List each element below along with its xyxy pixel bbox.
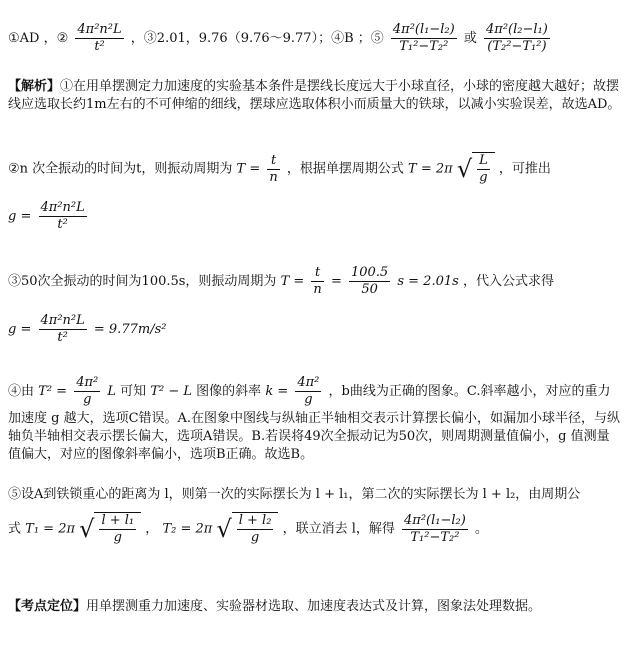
p4-k-fraction — [295, 375, 321, 408]
sqrt-fraction — [99, 513, 136, 546]
frac-num: 4π²n²L — [40, 313, 85, 328]
p4-T2: T² = — [38, 384, 68, 399]
p2-g-fraction — [39, 200, 87, 233]
p2-fraction — [267, 153, 279, 186]
p5-sqrt-1 — [79, 512, 141, 546]
p5-T1: T₁ = 2π — [25, 521, 76, 537]
p3-g-formula — [8, 313, 166, 346]
p2-sqrt — [457, 152, 495, 186]
frac-den: g — [83, 392, 92, 407]
frac-den: (T₂²−T₁²) — [487, 39, 547, 54]
p4-graph: T² − L — [150, 384, 193, 399]
frac-den: g — [250, 530, 260, 545]
frac-den: t² — [94, 39, 105, 54]
p3-g-fraction — [39, 313, 87, 346]
answer-part-1: ①AD ，② — [8, 31, 69, 46]
frac-num: t — [311, 265, 323, 282]
frac-num: 4π²n²L — [77, 22, 122, 37]
p5-text-a: ⑤设A到铁锁重心的距离为 l，则第一次的实际摆长为 l + l₁，第二次的实际摆长为 l + l₂，由周期公 — [8, 487, 581, 502]
analysis-paragraph-4b — [8, 410, 622, 464]
exam-point-text: 用单摆测重力加速度、实验器材选取、加速度表达式及计算，图象法处理数据。 — [86, 599, 542, 614]
frac-den: g — [304, 392, 313, 407]
sqrt-sign: √ — [456, 155, 473, 183]
analysis-paragraph-3 — [8, 265, 554, 298]
answer-or: 或 — [463, 31, 477, 46]
frac-num: L — [479, 153, 488, 168]
p4-k: k = — [265, 384, 289, 399]
frac-den: g — [113, 530, 122, 545]
frac-num: 100.5 — [350, 265, 389, 280]
p2-text-c: ，可推出 — [498, 161, 551, 177]
p5-end: 。 — [474, 521, 488, 537]
p3-text-a: ③50次全振动的时间为100.5s，则振动周期为 — [8, 274, 277, 289]
analysis-paragraph-2 — [8, 152, 551, 186]
analysis-paragraph-1 — [8, 78, 622, 114]
answer-fraction-g — [75, 22, 123, 55]
p5-text-b: 式 — [8, 521, 22, 537]
p2-formula: T = 2π — [408, 161, 453, 177]
exam-point-tag: 【考点定位】 — [8, 599, 87, 614]
frac-num: 4π² — [297, 375, 320, 390]
frac-den: t² — [57, 330, 68, 345]
frac-den: T₁²−T₂² — [399, 39, 449, 54]
frac-den: n — [269, 169, 278, 185]
answer-part-3: ，③2.01，9.76（9.76～9.77）；④B ；⑤ — [130, 31, 384, 46]
answer-fraction-5b — [484, 22, 550, 55]
frac-den: 50 — [361, 282, 378, 297]
p3-eq: = — [330, 274, 342, 289]
frac-den: n — [313, 282, 322, 297]
frac-num: t — [267, 153, 279, 170]
p2-g-formula — [8, 200, 90, 233]
p4-text-d: ，b曲线为正确的图象。C.斜率越小，对应的重力 — [328, 384, 611, 399]
p5-fraction — [402, 513, 468, 546]
p2-text-a: ②n 次全振动的时间为t，则振动周期为 — [8, 161, 233, 177]
p5-comma: ， — [145, 521, 159, 537]
frac-num: l + l₁ — [101, 513, 135, 528]
p4-text-b: 可知 — [120, 384, 147, 399]
exam-point — [8, 598, 541, 616]
analysis-paragraph-4 — [8, 375, 610, 408]
p3-T: T = — [280, 274, 305, 289]
p5-text-c: ，联立消去 l，解得 — [282, 521, 395, 537]
p5-T2: T₂ = 2π — [162, 521, 213, 537]
p2-g: g = — [8, 209, 32, 224]
analysis-paragraph-5 — [8, 486, 580, 504]
sqrt-fraction — [477, 153, 490, 186]
frac-num: 4π²(l₁−l₂) — [404, 512, 466, 528]
p4-L: L — [107, 384, 117, 399]
p4-text-a: ④由 — [8, 384, 35, 399]
p2-text-b: ，根据单摆周期公式 — [286, 161, 404, 177]
frac-num: l + l₂ — [238, 513, 272, 528]
p3-g: g = — [8, 322, 32, 337]
answer-line — [8, 22, 553, 55]
sqrt-fraction — [237, 513, 274, 546]
p2-T: T = — [236, 161, 261, 177]
p5-sqrt-2 — [216, 512, 278, 546]
sqrt-sign: √ — [216, 515, 232, 543]
frac-num: 4π²(l₁−l₂) — [392, 22, 455, 37]
frac-den: T₁²−T₂² — [410, 529, 460, 545]
frac-num: 4π² — [76, 375, 99, 390]
answer-fraction-5a — [391, 22, 457, 55]
p3-fraction-1 — [311, 265, 323, 298]
frac-num: 4π²(l₂−l₁) — [486, 22, 548, 37]
analysis-text-1: ①在用单摆测定力加速度的实验基本条件是摆线长度远大于小球直径，小球的密度越大越好；故摆线应选取长约1m左右的不可伸缩的细线，摆球应选取体积小而质量大的铁球，以减小实验误差，故选AD。 — [8, 79, 621, 112]
p3-result: = 9.77m/s² — [93, 322, 167, 337]
p4-fraction — [74, 375, 100, 408]
p4-text-c: 图像的斜率 — [196, 384, 262, 399]
frac-den: t² — [57, 217, 68, 232]
p4-text-e: 加速度 g 越大，选项C错误。A.在图象中图线与纵轴正半轴相交表示计算摆长偏小，如漏加小球半径，与纵轴负半轴相交表示摆长偏大，选项A错误。B.若误将49次全振动记为50次，则周期测量值偏小，g 值测量值偏大，对应的图像斜率偏小，选项B正确。故选B。 — [8, 411, 621, 462]
p3-text-b: ，代入公式求得 — [462, 274, 554, 289]
analysis-tag: 【解析】 — [8, 79, 61, 94]
sqrt-sign: √ — [79, 515, 95, 543]
analysis-paragraph-5b — [8, 512, 488, 546]
p3-value: s = 2.01s — [397, 274, 459, 289]
frac-den: g — [479, 170, 488, 185]
p3-fraction-2 — [349, 265, 390, 298]
frac-num: 4π²n²L — [40, 200, 85, 215]
